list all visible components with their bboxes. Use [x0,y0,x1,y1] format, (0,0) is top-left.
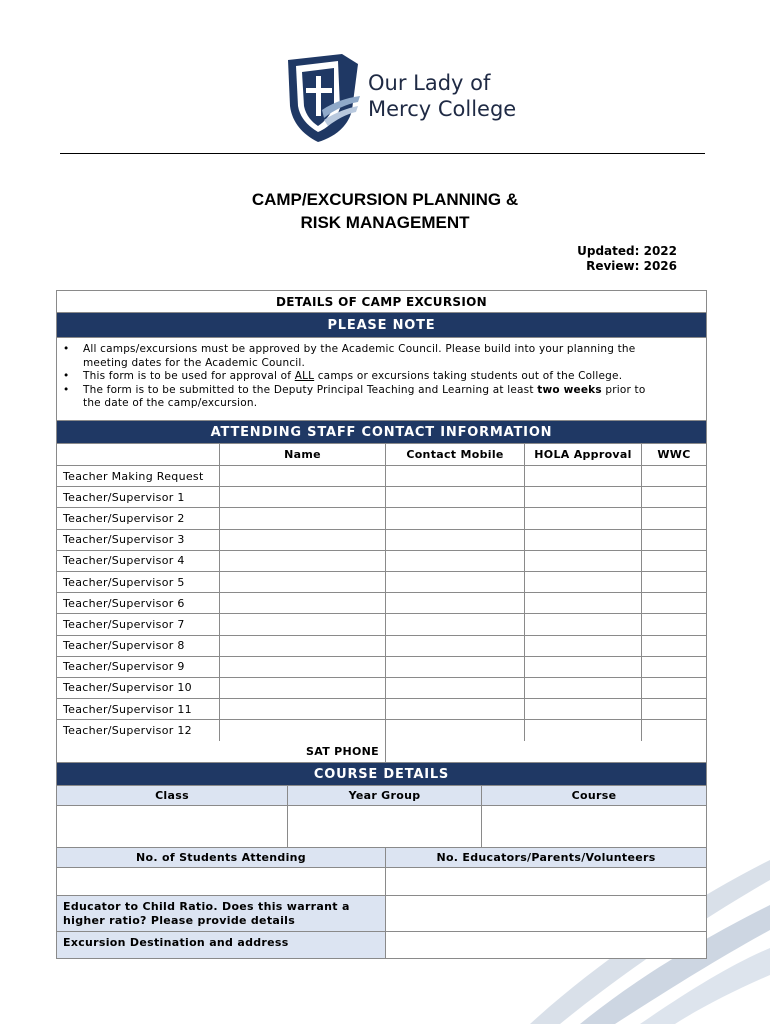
staff-hola-field[interactable] [525,530,642,550]
year-group-field[interactable] [288,806,482,847]
staff-name-field[interactable] [220,530,386,550]
staff-mobile-field[interactable] [386,508,525,528]
title-line2: RISK MANAGEMENT [300,213,470,232]
staff-hola-field[interactable] [525,508,642,528]
staff-mobile-field[interactable] [386,699,525,719]
staff-row [57,551,706,572]
staff-mobile-field[interactable] [386,530,525,550]
staff-name-field[interactable] [220,720,386,741]
document-title [0,188,770,234]
staff-role-label: Teacher Making Request [57,466,220,486]
staff-name-field[interactable] [220,572,386,592]
staff-wwc-field[interactable] [642,699,706,719]
staff-role-label: Teacher/Supervisor 9 [57,657,220,677]
staff-wwc-field[interactable] [642,657,706,677]
staff-role-label: Teacher/Supervisor 6 [57,593,220,613]
staff-name-field[interactable] [220,593,386,613]
staff-role-label: Teacher/Supervisor 10 [57,678,220,698]
staff-name-field[interactable] [220,657,386,677]
staff-name-field[interactable] [220,508,386,528]
staff-wwc-field[interactable] [642,466,706,486]
staff-hola-field[interactable] [525,678,642,698]
col-wwc: WWC [657,448,691,461]
educators-label: No. Educators/Parents/Volunteers [436,851,656,865]
note-text: • All camps/excursions must be approved by the Academic Council. Please build into your planning the [83,343,636,355]
staff-mobile-field[interactable] [386,593,525,613]
staff-name-field[interactable] [220,551,386,571]
notes-list [57,338,706,420]
staff-wwc-field[interactable] [642,508,706,528]
college-name-line1: Our Lady of [368,71,491,95]
staff-row [57,614,706,635]
note-item [83,343,698,370]
staff-header-blank [57,444,220,465]
staff-name-field[interactable] [220,487,386,507]
staff-name-field[interactable] [220,699,386,719]
staff-row [57,636,706,657]
col-course: Course [571,789,617,803]
staff-wwc-field[interactable] [642,487,706,507]
header-divider [60,153,705,154]
note-item [83,370,698,384]
updated-date: Updated: 2022 [577,244,677,258]
staff-role-label: Teacher/Supervisor 3 [57,530,220,550]
staff-name-field[interactable] [220,636,386,656]
students-field[interactable] [57,868,386,895]
staff-row [57,678,706,699]
staff-mobile-field[interactable] [386,636,525,656]
staff-heading: ATTENDING STAFF CONTACT INFORMATION [57,421,706,443]
college-name [368,70,516,122]
staff-hola-field[interactable] [525,466,642,486]
class-field[interactable] [57,806,288,847]
note-emphasis: two weeks [537,383,602,396]
staff-hola-field[interactable] [525,720,642,741]
staff-mobile-field[interactable] [386,678,525,698]
staff-wwc-field[interactable] [642,614,706,634]
staff-mobile-field[interactable] [386,572,525,592]
staff-role-label: Teacher/Supervisor 7 [57,614,220,634]
staff-mobile-field[interactable] [386,466,525,486]
staff-role-label: Teacher/Supervisor 5 [57,572,220,592]
staff-rows [57,466,706,741]
staff-role-label: Teacher/Supervisor 8 [57,636,220,656]
staff-row [57,508,706,529]
note-emphasis: ALL [294,370,315,382]
staff-hola-field[interactable] [525,657,642,677]
course-field[interactable] [482,806,706,847]
col-contact-mobile: Contact Mobile [386,444,525,465]
shield-cross-icon [282,50,362,146]
staff-hola-field[interactable] [525,551,642,571]
ratio-field[interactable] [386,896,706,931]
staff-mobile-field[interactable] [386,487,525,507]
staff-wwc-field[interactable] [642,530,706,550]
note-text: The form is to be submitted to the Deputy Principal Teaching and Learning at least [83,383,538,396]
staff-wwc-field[interactable] [642,593,706,613]
staff-row [57,572,706,593]
note-item [83,384,698,411]
staff-row [57,593,706,614]
note-text: prior to [601,383,646,396]
ratio-label [57,896,386,931]
staff-wwc-field[interactable] [642,678,706,698]
staff-hola-field[interactable] [525,487,642,507]
staff-role-label: Teacher/Supervisor 12 [57,720,220,741]
staff-row [57,720,706,741]
note-text: meeting dates for the Academic Council. [83,356,306,369]
staff-role-label: Teacher/Supervisor 4 [57,551,220,571]
college-name-line2: Mercy College [368,97,517,121]
ratio-label-line2: higher ratio? Please provide details [63,913,296,927]
details-heading: DETAILS OF CAMP EXCURSION [276,294,487,309]
sat-phone-label: SAT PHONE [57,741,386,762]
revision-info [577,244,677,274]
ratio-label-line1: Educator to Child Ratio. Does this warrant a [63,899,350,913]
sat-phone-field[interactable] [386,741,706,762]
staff-row [57,487,706,508]
staff-hola-field[interactable] [525,636,642,656]
note-text: the date of the camp/excursion. [83,397,258,409]
staff-hola-field[interactable] [525,699,642,719]
staff-wwc-field[interactable] [642,551,706,571]
review-date: Review: 2026 [586,259,677,273]
destination-field[interactable] [386,932,706,958]
staff-row [57,530,706,551]
note-text: camps or excursions taking students out of the College. [314,370,623,382]
staff-name-field[interactable] [220,466,386,486]
staff-name-field[interactable] [220,614,386,634]
staff-role-label: Teacher/Supervisor 11 [57,699,220,719]
staff-name-field[interactable] [220,678,386,698]
course-heading: COURSE DETAILS [57,763,706,785]
staff-mobile-field[interactable] [386,720,525,741]
staff-hola-field[interactable] [525,572,642,592]
planning-form [56,290,707,959]
col-year-group: Year Group [288,786,482,805]
staff-wwc-field[interactable] [642,636,706,656]
staff-row [57,699,706,720]
staff-wwc-field[interactable] [642,720,706,741]
col-name: Name [220,444,386,465]
students-label: No. of Students Attending [57,848,386,867]
staff-hola-field[interactable] [525,614,642,634]
staff-mobile-field[interactable] [386,614,525,634]
staff-role-label: Teacher/Supervisor 2 [57,508,220,528]
educators-field[interactable] [386,868,706,895]
destination-label: Excursion Destination and address [57,932,386,958]
staff-row [57,466,706,487]
staff-role-label: Teacher/Supervisor 1 [57,487,220,507]
staff-hola-field[interactable] [525,593,642,613]
staff-wwc-field[interactable] [642,572,706,592]
col-class: Class [57,786,288,805]
please-note-heading: PLEASE NOTE [57,313,706,337]
staff-mobile-field[interactable] [386,551,525,571]
staff-mobile-field[interactable] [386,657,525,677]
title-line1: CAMP/EXCURSION PLANNING & [251,190,519,209]
col-hola-approval: HOLA Approval [525,444,642,465]
college-logo [282,50,532,146]
note-text: This form is to be used for approval of [83,370,295,382]
staff-row [57,657,706,678]
